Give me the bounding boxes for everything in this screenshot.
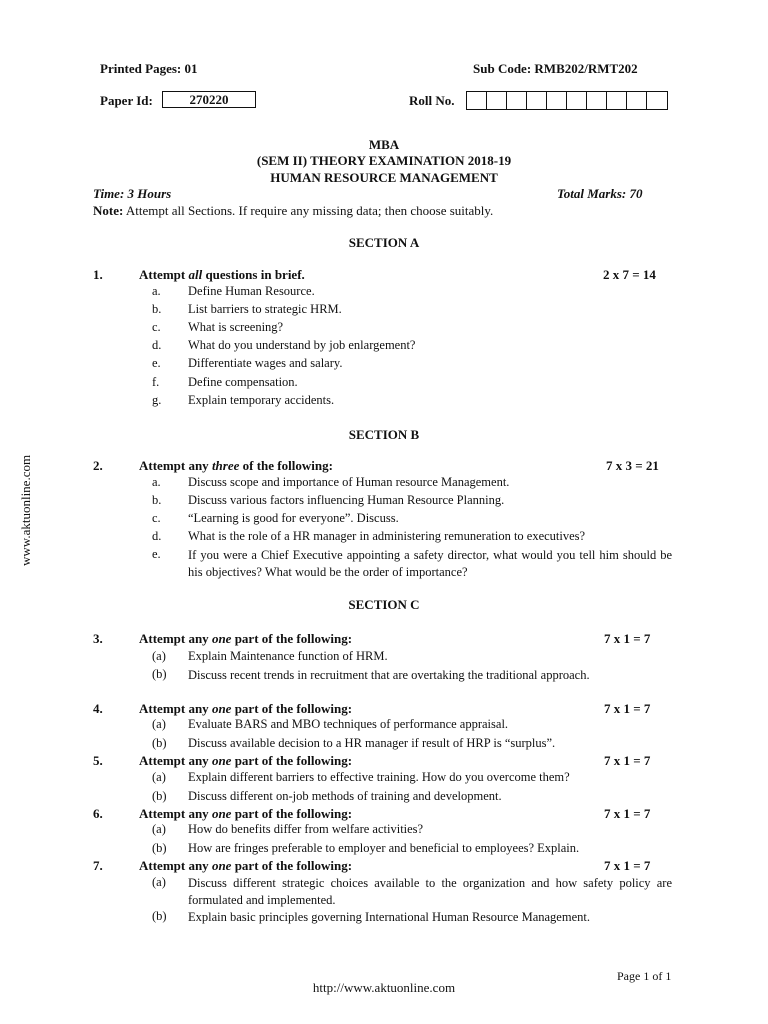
roll-no-boxes[interactable] [466,91,668,110]
note [93,203,493,219]
item-label: a. [152,475,161,489]
roll-box[interactable] [487,92,507,109]
roll-box[interactable] [547,92,567,109]
sub-code: Sub Code: RMB202/RMT202 [473,61,638,76]
roll-box[interactable] [567,92,587,109]
q-head-em: one [211,701,232,716]
q-head-em: one [211,858,232,873]
roll-box[interactable] [507,92,527,109]
item-text: Discuss various factors influencing Human Resource Planning. [188,493,505,507]
question-heading [139,753,352,769]
q-head-em: one [211,753,232,768]
note-text: Attempt all Sections. If require any missing data; then choose suitably. [125,203,494,218]
item-label: e. [152,356,161,370]
item-label: (b) [152,736,167,750]
question-heading [139,858,352,874]
side-watermark-text: www.aktuonline.com [18,454,33,566]
item-text: Explain basic principles governing International Human Resource Management. [188,910,590,924]
item-text: Discuss recent trends in recruitment that are overtaking the traditional approach. [188,668,590,682]
q-head-pre: Attempt any [139,858,212,873]
question-marks: 7 x 1 = 7 [604,858,651,873]
section-c-title: SECTION C [348,597,420,612]
item-label: (a) [152,717,166,731]
question-number: 1. [93,267,103,282]
side-watermark [18,438,34,568]
question-marks: 7 x 1 = 7 [604,806,651,821]
item-label: g. [152,393,162,407]
q-head-pre: Attempt any [139,806,212,821]
item-label: e. [152,547,161,561]
item-text: Evaluate BARS and MBO techniques of performance appraisal. [188,717,509,731]
question-number: 6. [93,806,103,821]
question-heading [139,806,352,822]
printed-pages: Printed Pages: 01 [100,61,198,76]
q-head-post: part of the following: [231,806,353,821]
q-head-em: all [188,267,203,282]
item-label: f. [152,375,160,389]
q-head-pre: Attempt [139,267,189,282]
roll-box[interactable] [527,92,547,109]
question-marks: 7 x 3 = 21 [606,458,659,473]
question-heading [139,631,352,647]
item-text: Discuss different on-job methods of training and development. [188,789,502,803]
item-text: Differentiate wages and salary. [188,356,343,370]
item-label: (a) [152,822,166,836]
item-label: b. [152,302,162,316]
question-marks: 7 x 1 = 7 [604,753,651,768]
q-head-post: part of the following: [231,858,353,873]
program-title: MBA [368,137,400,152]
q-head-pre: Attempt any [139,701,212,716]
item-text: How are fringes preferable to employer and beneficial to employees? Explain. [188,841,580,855]
q-head-post: part of the following: [231,631,353,646]
roll-box[interactable] [587,92,607,109]
item-text: Discuss available decision to a HR manager if result of HRP is “surplus”. [188,736,556,750]
roll-box[interactable] [467,92,487,109]
item-text: Explain different barriers to effective training. How do you overcome them? [188,770,570,784]
note-label: Note: [93,203,124,218]
item-text: Explain Maintenance function of HRM. [188,649,388,663]
item-label: d. [152,338,162,352]
item-text: “Learning is good for everyone”. Discuss. [188,511,399,525]
item-text: List barriers to strategic HRM. [188,302,342,316]
item-text: What do you understand by job enlargement? [188,338,416,352]
question-heading [139,701,352,717]
question-number: 7. [93,858,103,873]
item-label: (b) [152,909,167,923]
q-head-post: part of the following: [231,701,353,716]
q-head-post: part of the following: [231,753,353,768]
time-label: Time: 3 Hours [93,186,172,201]
roll-no-label: Roll No. [409,93,455,108]
paper-id-label: Paper Id: [100,93,153,108]
item-label: (b) [152,667,167,681]
item-label: (a) [152,770,166,784]
item-label: (a) [152,649,166,663]
question-heading [139,458,333,474]
item-label: a. [152,284,161,298]
section-a-title: SECTION A [348,235,420,250]
question-marks: 2 x 7 = 14 [603,267,656,282]
subject-title: HUMAN RESOURCE MANAGEMENT [270,170,498,185]
item-label: (b) [152,789,167,803]
question-number: 2. [93,458,103,473]
item-label: c. [152,511,161,525]
paper-id-box: 270220 [162,91,256,108]
q-head-post: of the following: [239,458,333,473]
item-label: (a) [152,875,166,889]
item-text: Explain temporary accidents. [188,393,335,407]
item-text: How do benefits differ from welfare activities? [188,822,424,836]
item-label: (b) [152,841,167,855]
question-marks: 7 x 1 = 7 [604,631,651,646]
section-b-title: SECTION B [348,427,420,442]
item-text: What is screening? [188,320,284,334]
item-label: c. [152,320,161,334]
question-marks: 7 x 1 = 7 [604,701,651,716]
item-text: Discuss scope and importance of Human resource Management. [188,475,510,489]
item-text: Define compensation. [188,375,298,389]
q-head-post: questions in brief. [202,267,305,282]
q-head-em: one [211,631,232,646]
question-number: 4. [93,701,103,716]
roll-box[interactable] [647,92,667,109]
q-head-em: one [211,806,232,821]
item-text: What is the role of a HR manager in administering remuneration to executives? [188,529,586,543]
q-head-em: three [211,458,240,473]
item-label: b. [152,493,162,507]
q-head-pre: Attempt any [139,458,212,473]
q-head-pre: Attempt any [139,631,212,646]
question-heading [139,267,305,283]
item-text: Discuss different strategic choices available to the organization and how safety policy are formulated and implemented. [188,876,672,907]
roll-box[interactable] [627,92,647,109]
question-number: 3. [93,631,103,646]
item-label: d. [152,529,162,543]
total-marks: Total Marks: 70 [557,186,643,201]
roll-box[interactable] [607,92,627,109]
question-number: 5. [93,753,103,768]
item-text: Define Human Resource. [188,284,315,298]
footer-url[interactable]: http://www.aktuonline.com [312,980,456,995]
page-number: Page 1 of 1 [617,969,672,983]
exam-title: (SEM II) THEORY EXAMINATION 2018-19 [256,153,512,168]
item-text: If you were a Chief Executive appointing a safety director, what would you tell him should be his objectives? What would be the order of importance? [188,548,672,579]
q-head-pre: Attempt any [139,753,212,768]
